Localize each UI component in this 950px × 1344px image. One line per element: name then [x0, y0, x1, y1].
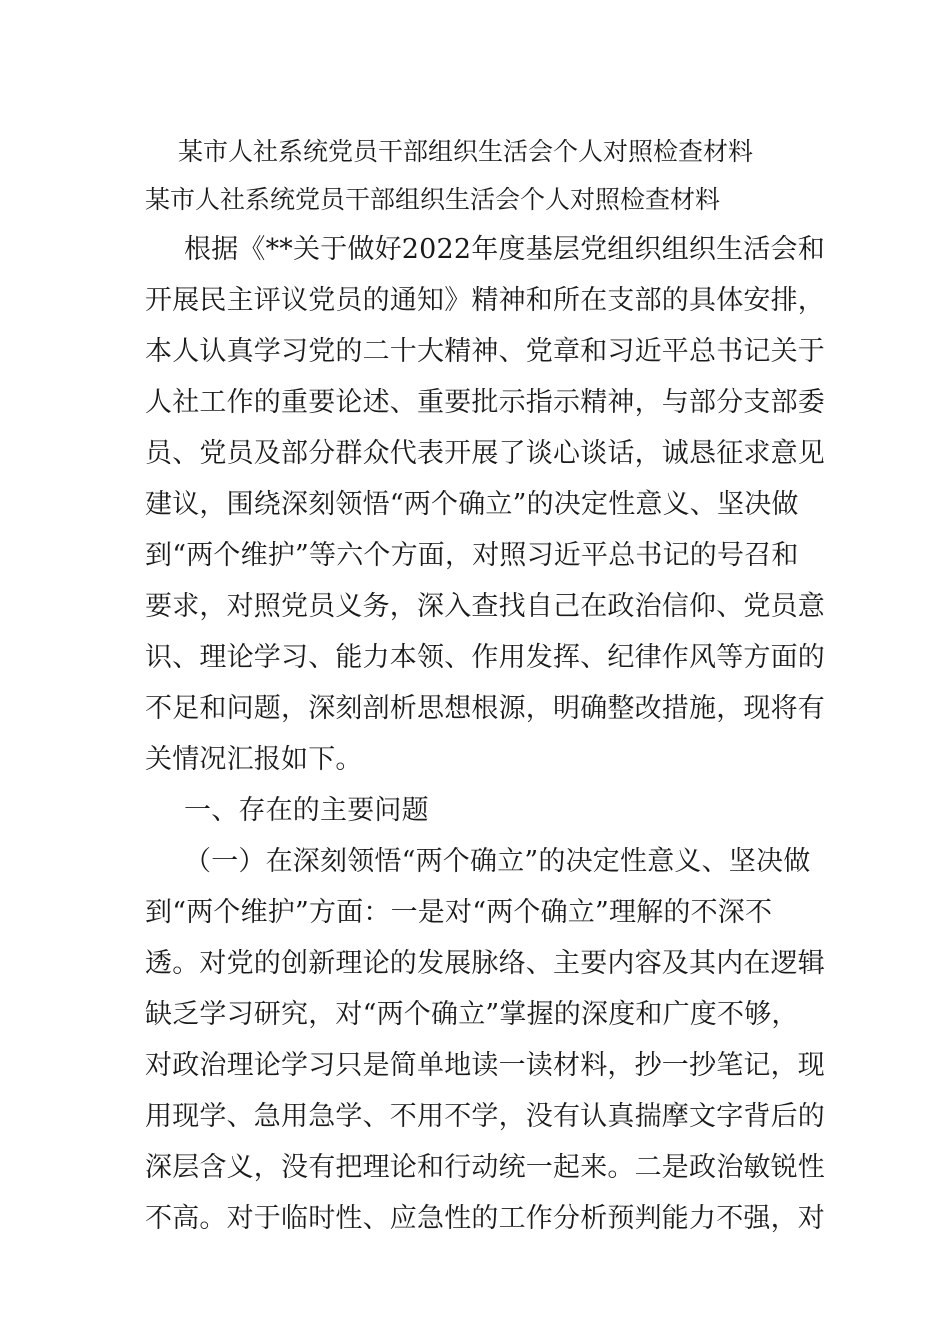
document-title-line-2: 某市人社系统党员干部组织生活会个人对照检查材料 [145, 185, 721, 214]
body-text-line: 人社工作的重要论述、重要批示指示精神，与部分支部委 [145, 387, 825, 418]
document-title-line-1: 某市人社系统党员干部组织生活会个人对照检查材料 [178, 137, 754, 166]
section-heading: 一、存在的主要问题 [184, 795, 429, 826]
body-text-line: 本人认真学习党的二十大精神、党章和习近平总书记关于 [145, 336, 825, 367]
body-text-line: 到“两个维护”等六个方面，对照习近平总书记的号召和 [145, 540, 799, 571]
body-text-line: 关情况汇报如下。 [145, 744, 363, 775]
body-text-line: 员、党员及部分群众代表开展了谈心谈话，诚恳征求意见 [145, 438, 825, 469]
body-text-line: 缺乏学习研究，对“两个确立”掌握的深度和广度不够， [145, 999, 799, 1030]
body-text-line: 不足和问题，深刻剖析思想根源，明确整改措施，现将有 [145, 693, 825, 724]
body-text-line: （一）在深刻领悟“两个确立”的决定性意义、坚决做 [184, 846, 811, 877]
body-text-line: 识、理论学习、能力本领、作用发挥、纪律作风等方面的 [145, 642, 825, 673]
body-text-line: 开展民主评议党员的通知》精神和所在支部的具体安排， [145, 285, 825, 316]
body-text-line: 要求，对照党员义务，深入查找自己在政治信仰、党员意 [145, 591, 825, 622]
body-text-line: 建议，围绕深刻领悟“两个确立”的决定性意义、坚决做 [145, 489, 799, 520]
body-text-line: 对政治理论学习只是简单地读一读材料，抄一抄笔记，现 [145, 1050, 825, 1081]
body-text-line: 到“两个维护”方面：一是对“两个确立”理解的不深不 [145, 897, 773, 928]
body-text-line: 根据《**关于做好2022年度基层党组织组织生活会和 [184, 234, 825, 265]
body-text-line: 不高。对于临时性、应急性的工作分析预判能力不强，对 [145, 1203, 825, 1234]
body-text-line: 深层含义，没有把理论和行动统一起来。二是政治敏锐性 [145, 1152, 825, 1183]
body-text-line: 用现学、急用急学、不用不学，没有认真揣摩文字背后的 [145, 1101, 825, 1132]
body-text-line: 透。对党的创新理论的发展脉络、主要内容及其内在逻辑 [145, 948, 825, 979]
